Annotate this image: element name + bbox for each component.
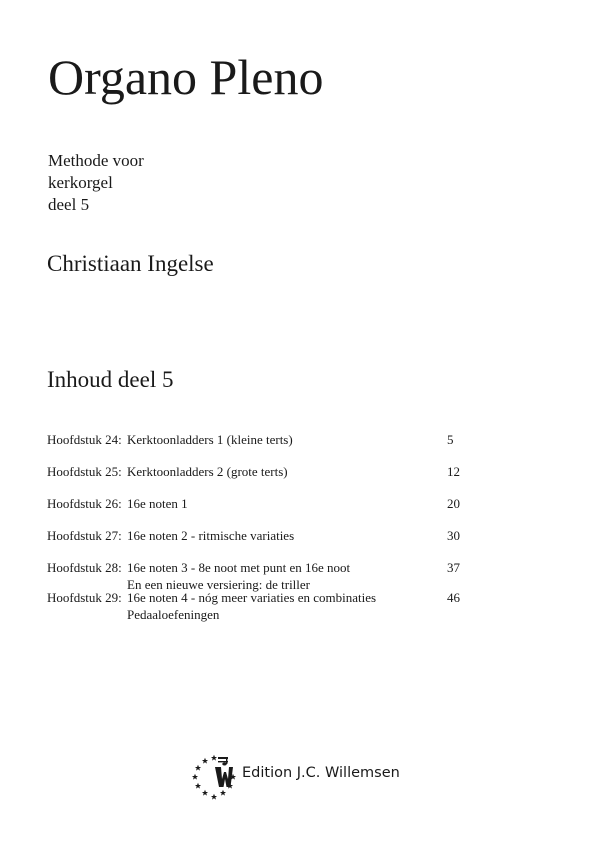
document-subtitle [48, 150, 144, 216]
publisher-name: Edition J.C. Willemsen [242, 765, 400, 781]
toc-entry-title: 16e noten 3 - 8e noot met punt en 16e noot [127, 560, 351, 575]
toc-entry-page: 37 [447, 560, 460, 575]
toc-entry-page: 12 [447, 464, 460, 479]
toc-entry [47, 431, 477, 448]
toc-entry-page: 46 [447, 590, 460, 605]
author-name: Christiaan Ingelse [47, 251, 214, 276]
toc-entry [47, 463, 477, 480]
toc-entry-title: Kerktoonladders 1 (kleine terts) [127, 432, 293, 447]
toc-entry-label: Hoofdstuk 29: [47, 590, 122, 605]
toc-entry [47, 559, 477, 592]
toc-entry-label: Hoofdstuk 25: [47, 464, 122, 479]
toc-entry-title: Kerktoonladders 2 (grote terts) [127, 464, 288, 479]
toc-entry-subtitle: Pedaaloefeningen [127, 607, 220, 622]
toc-entry-label: Hoofdstuk 28: [47, 560, 122, 575]
toc-entry-title: 16e noten 2 - ritmische variaties [127, 528, 295, 543]
toc-entry-label: Hoofdstuk 24: [47, 432, 122, 447]
toc-entry-title: 16e noten 1 [127, 496, 188, 511]
table-of-contents [47, 431, 477, 622]
toc-entry [47, 527, 477, 544]
toc-entry-label: Hoofdstuk 26: [47, 496, 122, 511]
toc-entry [47, 589, 477, 622]
toc-entry-title: 16e noten 4 - nóg meer variaties en combinaties [127, 590, 377, 605]
toc-entry [47, 495, 477, 512]
toc-entry-subtitle: En een nieuwe versiering: de triller [127, 577, 311, 592]
toc-entry-page: 20 [447, 496, 460, 511]
toc-entry-label: Hoofdstuk 27: [47, 528, 122, 543]
subtitle-line-2: kerkorgel [48, 173, 113, 192]
publisher-block [190, 752, 430, 804]
toc-heading: Inhoud deel 5 [47, 367, 174, 392]
document-title: Organo Pleno [48, 49, 324, 105]
subtitle-line-1: Methode voor [48, 151, 144, 170]
toc-entry-page: 5 [447, 432, 454, 447]
willemsen-star-logo-icon [190, 752, 242, 804]
toc-entry-page: 30 [447, 528, 460, 543]
subtitle-line-3: deel 5 [48, 195, 90, 214]
